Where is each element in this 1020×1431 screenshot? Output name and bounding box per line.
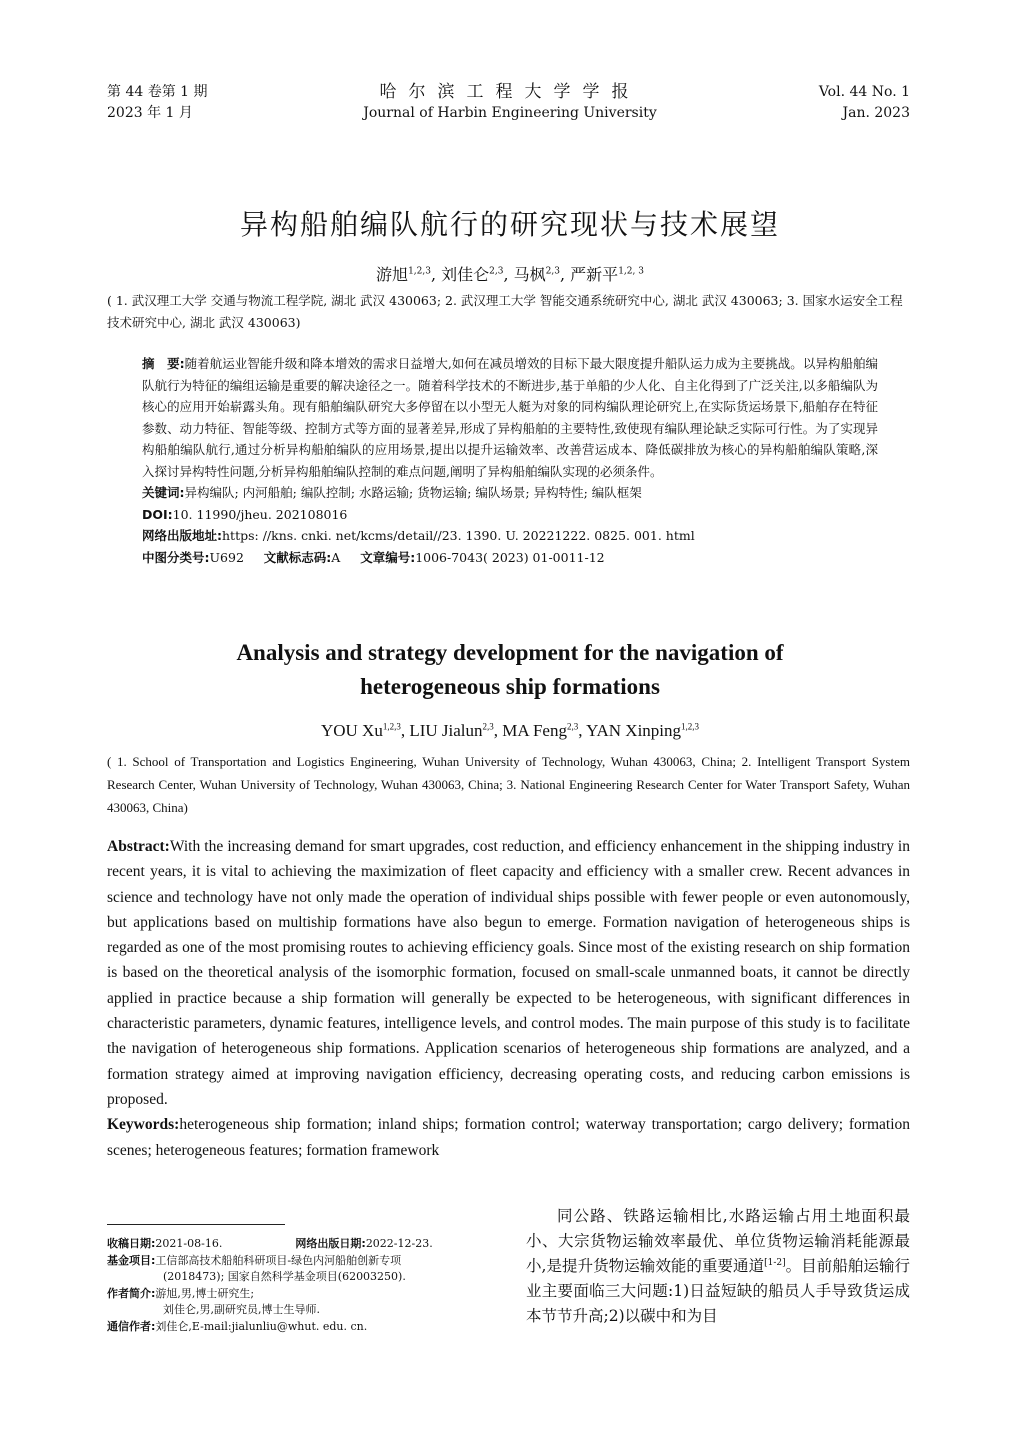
author-sup-en: 2,3: [566, 721, 579, 732]
abstract-cn: [142, 353, 878, 482]
body-paragraph: [526, 1204, 910, 1329]
author-name-en: MA Feng: [502, 721, 567, 740]
corresponding-label: 通信作者:: [107, 1319, 156, 1333]
online-date-label: 网络出版日期:: [295, 1237, 366, 1250]
volume-issue-en: Vol. 44 No. 1: [818, 84, 910, 100]
paper-title-cn: 异构船舶编队航行的研究现状与技术展望: [239, 208, 780, 241]
author-sup: 1,2, 3: [618, 266, 644, 277]
footnote-divider: [107, 1224, 285, 1225]
article-number-label: 文章编号:: [360, 549, 416, 565]
abstract-label-en: Abstract:: [107, 838, 170, 855]
clc-label: 中图分类号:: [142, 549, 210, 565]
author-name: 严新平: [570, 265, 619, 284]
doc-code-label: 文献标志码:: [263, 549, 332, 565]
online-url-line: [142, 525, 878, 547]
author-name-en: YOU Xu: [320, 721, 383, 740]
fund-text-line2: (2018473); 国家自然科学基金项目(62003250).: [163, 1270, 406, 1283]
journal-volume-info-en: [819, 82, 910, 124]
corresponding-text[interactable]: 刘佳仑,E-mail:jialunliu@whut. edu. cn.: [155, 1319, 368, 1333]
paper-title-en: [0, 636, 1020, 704]
author-sup: 2,3: [489, 266, 504, 277]
abstract-en: [107, 834, 910, 1112]
paper-title-en-line1: Analysis and strategy development for the navigation of: [236, 640, 784, 665]
doi-line: [142, 504, 878, 526]
author-name-en: LIU Jialun: [409, 721, 483, 740]
abstract-block-cn: [142, 353, 878, 568]
body-text-after: 。目前船舶运输行业主要面临三大问题:1)日益短缺的船员人手导致货运成本节节升高;2)以碳中和为目: [526, 1257, 910, 1325]
author-sup: 1,2,3: [408, 266, 431, 277]
clc-value: U692: [209, 549, 244, 565]
classification-line: [142, 547, 878, 569]
online-date: 2022-12-23.: [365, 1237, 433, 1250]
journal-name-en: Journal of Harbin Engineering University: [363, 105, 657, 121]
author-info-label: 作者简介:: [107, 1286, 156, 1300]
abstract-text-cn: 随着航运业智能升级和降本增效的需求日益增大,如何在减员增效的目标下最大限度提升船队运力成为主要挑战。以异构船舶编队航行为特征的编组运输是重要的解决途径之一。随着科学技术的不断进步,基于单船的少人化、自主化得到了广泛关注,以多船编队为核心的应用开始崭露头角。现有船舶编队研究大多停留在以小型无人艇为对象的同构编队理论研究上,在实际货运场景下,船舶存在特征参数、动力特征、智能等级、控制方式等方面的显著差异,形成了异构船舶的主要特性,致使现有编队理论缺乏实际可行性。为了实现异构船舶编队航行,通过分析异构船舶编队的应用场景,提出以提升运输效率、改善营运成本、降低碳排放为核心的异构船舶编队策略,深入探讨异构特性问题,分析异构船舶编队控制的难点问题,阐明了异构船舶编队实现的必须条件。: [142, 356, 878, 479]
dates-row: [107, 1236, 497, 1253]
author-sup-en: 1,2,3: [382, 721, 401, 732]
author-name: 游旭: [376, 265, 409, 284]
keywords-label-en: Keywords:: [107, 1116, 180, 1134]
footnotes: [107, 1236, 497, 1335]
author-name: 马枫: [513, 265, 546, 284]
citation-ref[interactable]: [1-2]: [764, 1257, 786, 1268]
affiliation-cn: ( 1. 武汉理工大学 交通与物流工程学院, 湖北 武汉 430063; 2. 武汉理工大学 智能交通系统研究中心, 湖北 武汉 430063; 3. 国家水运安全工程技术研究中心, 湖北 武汉 430063): [107, 293, 903, 330]
author-sup-en: 1,2,3: [681, 721, 700, 732]
fund-row: [107, 1253, 497, 1270]
doi-value[interactable]: 10. 11990/jheu. 202108016: [172, 506, 348, 522]
date-en: Jan. 2023: [842, 105, 910, 121]
paper-title-en-line2: heterogeneous ship formations: [360, 674, 660, 699]
keywords-cn: [142, 482, 878, 504]
article-number-value: 1006-7043( 2023) 01-0011-12: [415, 549, 605, 565]
doi-label: DOI:: [142, 506, 173, 522]
volume-issue-cn: 第 44 卷第 1 期: [107, 84, 208, 100]
received-label: 收稿日期:: [107, 1237, 156, 1250]
online-url-link[interactable]: https: //kns. cnki. net/kcms/detail//23. 1390. U. 20221222. 0825. 001. html: [222, 528, 695, 543]
author-info-line2: 刘佳仑,男,副研究员,博士生导师.: [163, 1303, 320, 1316]
received-date: 2021-08-16.: [155, 1237, 223, 1250]
fund-label: 基金项目:: [107, 1253, 156, 1267]
author-sup: 2,3: [545, 266, 560, 277]
author-name-en: YAN Xinping: [586, 721, 682, 740]
abstract-text-en: With the increasing demand for smart upgrades, cost reduction, and efficiency enhancement in the shipping industry in recent years, it is vital to achieving the maximization of fleet capacity and efficiency with a smaller crew. Recent advances in science and technology have not only made the operation of individual ships possible with fewer people or even autonomously, but applications based on multiship formations have also begun to emerge. Formation navigation of heterogeneous ships is regarded as one of the most promising routes to achieving efficiency goals. Since most of the existing research on ship formation is based on the theoretical analysis of the isomorphic formation, focused on small-scale unmanned boats, it cannot be directly applied in practice because a ship formation will generally be expected to be heterogeneous, with significant differences in characteristic parameters, dynamic features, intelligence levels, and control modes. The main purpose of this study is to facilitate the navigation of heterogeneous ship formations. Application scenarios of heterogeneous ship formations are analyzed, and a formation strategy aimed at improving navigation efficiency, decreasing operating costs, and reducing carbon emissions is proposed.: [107, 838, 910, 1108]
abstract-block-en: [107, 834, 910, 1163]
online-url-label: 网络出版地址:: [142, 528, 222, 543]
journal-name-cn: 哈尔滨工程大学学报: [379, 82, 641, 102]
author-name: 刘佳仑: [441, 265, 490, 284]
fund-text-line1: 工信部高技术船舶科研项目-绿色内河船舶创新专项: [155, 1253, 402, 1267]
corresponding-row: [107, 1319, 497, 1336]
keywords-text-cn: 异构编队; 内河船舶; 编队控制; 水路运输; 货物运输; 编队场景; 异构特性; 编队框架: [184, 485, 642, 500]
abstract-label-cn: 摘 要:: [142, 356, 185, 371]
author-info-line1: 游旭,男,博士研究生;: [155, 1286, 255, 1300]
affiliation-en: ( 1. School of Transportation and Logistics Engineering, Wuhan University of Technology, Wuhan 430063, China; 2. Intelligent Transport System Research Center, Wuhan University of Technology, Wuhan 430063, China; 3. National Engineering Research Center for Water Transport Safety, Wuhan 430063, China): [107, 754, 910, 815]
author-sup-en: 2,3: [482, 721, 494, 732]
doc-code-value: A: [331, 549, 341, 565]
authors-en: YOU Xu$^{1,2,3}$, LIU Jialun$^{2,3}$, MA Feng$^{2,3}$, YAN Xinping$^{1,2,3}$: [320, 721, 700, 740]
date-cn: 2023 年 1 月: [107, 105, 193, 121]
keywords-en: [107, 1112, 910, 1163]
keywords-text-en: heterogeneous ship formation; inland ships; formation control; waterway transportation; cargo delivery; formation scenes; heterogeneous features; formation framework: [107, 1116, 910, 1159]
keywords-label-cn: 关键词:: [142, 485, 185, 500]
body-text-before: 同公路、铁路运输相比,水路运输占用土地面积最小、大宗货物运输效率最优、单位货物运输消耗能源最小,是提升货物运输效能的重要通道: [526, 1207, 910, 1275]
authors-cn: 游旭$^{1,2,3}$, 刘佳仑$^{2,3}$, 马枫$^{2,3}$, 严新平$^{1,2, 3}$: [376, 265, 644, 284]
author-info-row: [107, 1286, 497, 1303]
